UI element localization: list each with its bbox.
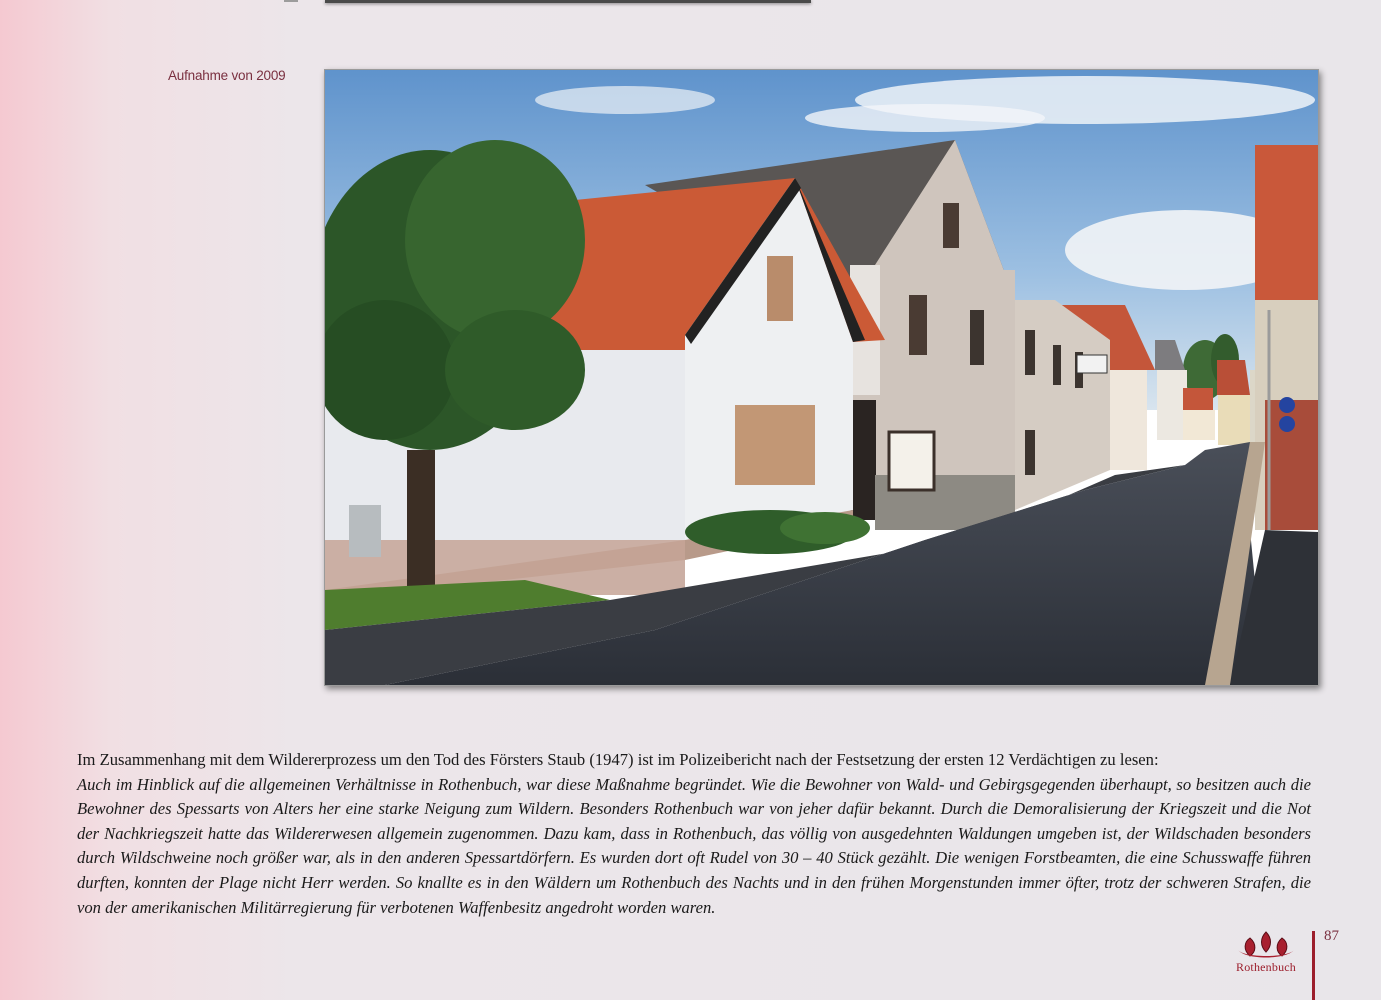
- intro-paragraph: Im Zusammenhang mit dem Wildererprozess um den Tod des Försters Staub (1947) ist im Polizeibericht nach der Festsetzung der ersten 12 Verdächtigen zu lesen:: [77, 750, 1159, 769]
- police-report-quote: Auch im Hinblick auf die allgemeinen Verhältnisse in Rothenbuch, war diese Maßnahme begründet. Wie die Bewohner von Wald- und Gebirgsgegenden überhaupt, so besitzen auch die Bewohner des Spessarts von Alters her eine starke Neigung zum Wildern. Besonders Rothenbuch war von jeher dafür bekannt. Durch die Demoralisierung der Kriegszeit und die Not der Nachkriegszeit hatte das Wildererwesen allgemein zugenommen. Dazu kam, dass in Rothenbuch, das völlig von ausgedehnten Waldungen umgeben ist, der Wildschaden besonders durch Wildschweine noch größer war, als in den anderen Spessartdörfern. Es wurden dort oft Rudel von 30 – 40 Stück gezählt. Die wenigen Forstbeamten, die eine Schusswaffe führen durften, konnten der Plage nicht Herr werden. So knallte es in den Wäldern um Rothenbuch des Nachts und in den frühen Morgenstunden immer öfter, trotz der schweren Strafen, die von der amerikanischen Militärregierung für verbotenen Waffenbesitz angedroht worden waren.: [77, 774, 1311, 917]
- body-text: [77, 748, 1311, 920]
- leaf-icon: [1226, 928, 1306, 962]
- page-number: 87: [1324, 928, 1339, 944]
- street-photo: [324, 69, 1319, 686]
- page-number-rule: [1312, 931, 1315, 1000]
- top-decor-line-small: [284, 0, 298, 2]
- photo-caption: Aufnahme von 2009: [168, 68, 286, 83]
- top-decor-bar: [325, 0, 811, 3]
- rothenbuch-logo: [1226, 928, 1306, 980]
- logo-text: Rothenbuch: [1236, 960, 1296, 974]
